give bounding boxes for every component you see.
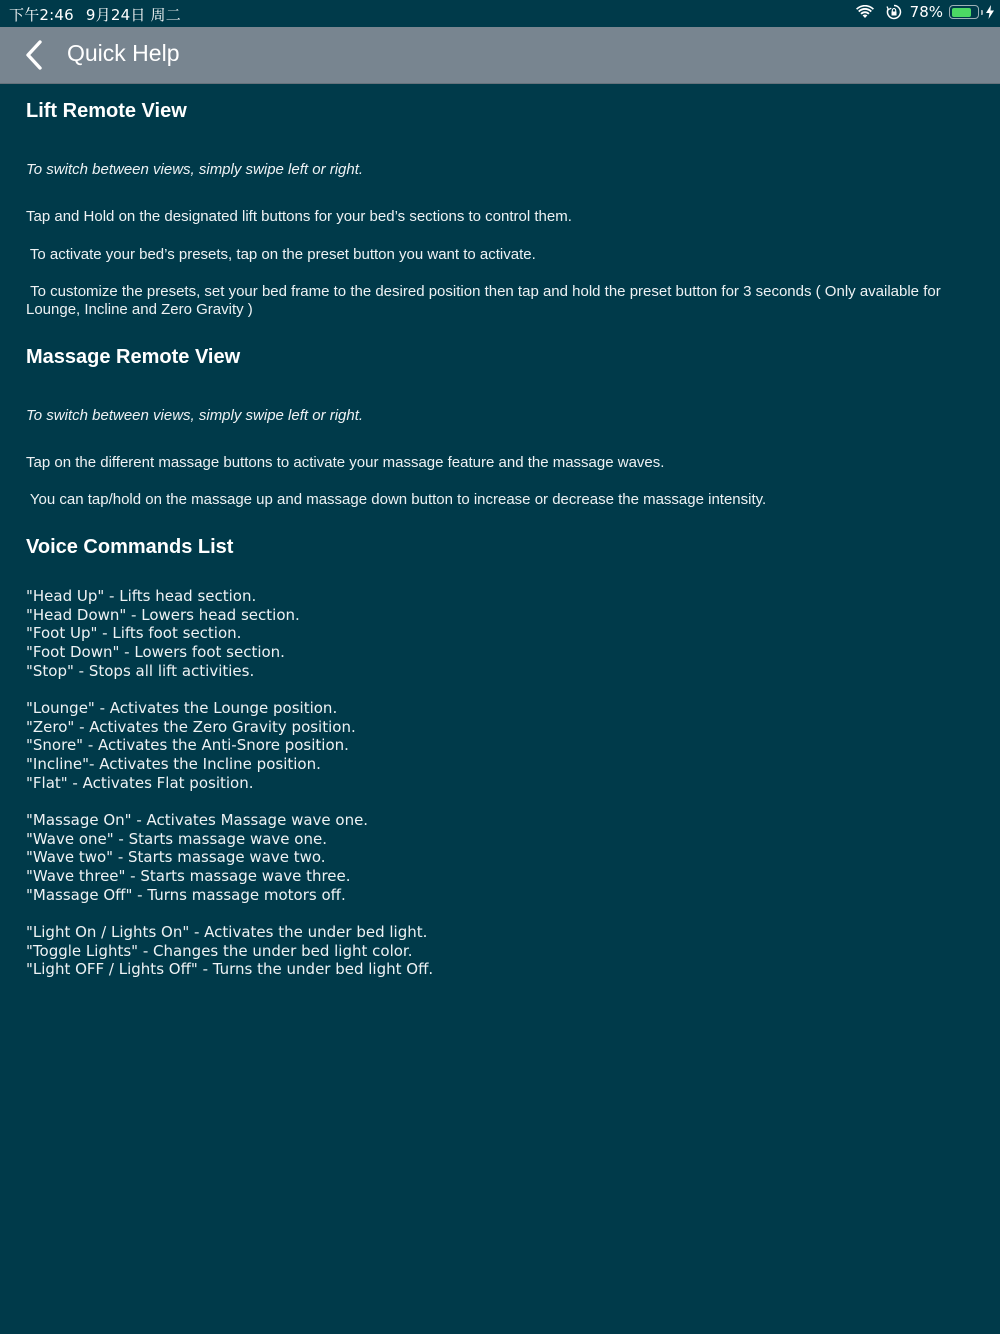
status-time: 下午2:46 — [9, 6, 74, 24]
voice-command-item: "Massage On" - Activates Massage wave one. — [26, 811, 369, 829]
voice-command-item: "Head Down" - Lowers head section. — [26, 605, 300, 624]
massage-paragraph-1: Tap on the different massage buttons to activate your massage feature and the massage waves. — [26, 454, 665, 471]
lift-swipe-hint: To switch between views, simply swipe left or right. — [26, 161, 364, 178]
voice-command-item: "Foot Down" - Lowers foot section. — [26, 643, 285, 662]
orientation-lock-icon — [886, 4, 902, 20]
voice-command-item: "Toggle Lights" - Changes the under bed light color. — [26, 941, 413, 960]
voice-command-item: "Head Up" - Lifts head section. — [26, 587, 257, 605]
voice-command-item: "Lounge" - Activates the Lounge position. — [26, 699, 338, 717]
voice-command-item: "Wave one" - Starts massage wave one. — [26, 829, 327, 848]
chevron-left-icon — [20, 39, 50, 71]
section-title-lift: Lift Remote View — [26, 100, 187, 122]
voice-command-item: "Wave two" - Starts massage wave two. — [26, 848, 326, 867]
massage-paragraph-2: You can tap/hold on the massage up and massage down button to increase or decrease the massage intensity. — [26, 491, 767, 508]
massage-swipe-hint: To switch between views, simply swipe left or right. — [26, 407, 364, 424]
voice-command-item: "Stop" - Stops all lift activities. — [26, 661, 255, 680]
voice-command-item: "Massage Off" - Turns massage motors off. — [26, 885, 346, 904]
voice-command-item: "Incline"- Activates the Incline position. — [26, 755, 321, 774]
battery-cap — [981, 10, 983, 15]
status-right — [856, 3, 994, 21]
status-date: 9月24日 周二 — [85, 6, 181, 24]
section-title-voice: Voice Commands List — [26, 536, 234, 558]
voice-command-item: "Snore" - Activates the Anti-Snore position. — [26, 736, 349, 755]
voice-command-item: "Foot Up" - Lifts foot section. — [26, 624, 242, 643]
navigation-bar — [0, 27, 1000, 84]
status-left — [9, 4, 193, 25]
wifi-icon — [856, 5, 874, 19]
voice-command-item: "Light On / Lights On" - Activates the under bed light. — [26, 923, 428, 941]
page-title: Quick Help — [67, 40, 180, 66]
voice-command-item: "Zero" - Activates the Zero Gravity position. — [26, 717, 356, 736]
voice-command-item: "Wave three" - Starts massage wave three. — [26, 867, 351, 886]
section-title-massage: Massage Remote View — [26, 346, 241, 368]
voice-command-item: "Flat" - Activates Flat position. — [26, 773, 254, 792]
back-button[interactable] — [20, 39, 50, 71]
charging-bolt-icon — [986, 5, 994, 19]
status-bar — [0, 0, 1000, 27]
lift-paragraph-3: To customize the presets, set your bed frame to the desired position then tap and hold the preset button for 3 seconds ( Only available for Lounge, Incline and Zero Gravity ) — [26, 283, 945, 318]
battery-icon — [949, 5, 979, 19]
voice-command-item: "Light OFF / Lights Off" - Turns the under bed light Off. — [26, 960, 434, 979]
lift-paragraph-2: To activate your bed’s presets, tap on the preset button you want to activate. — [26, 246, 536, 263]
battery-level-fill — [952, 8, 972, 17]
lift-paragraph-1: Tap and Hold on the designated lift buttons for your bed’s sections to control them. — [26, 208, 572, 225]
battery-percent: 78% — [909, 3, 943, 21]
